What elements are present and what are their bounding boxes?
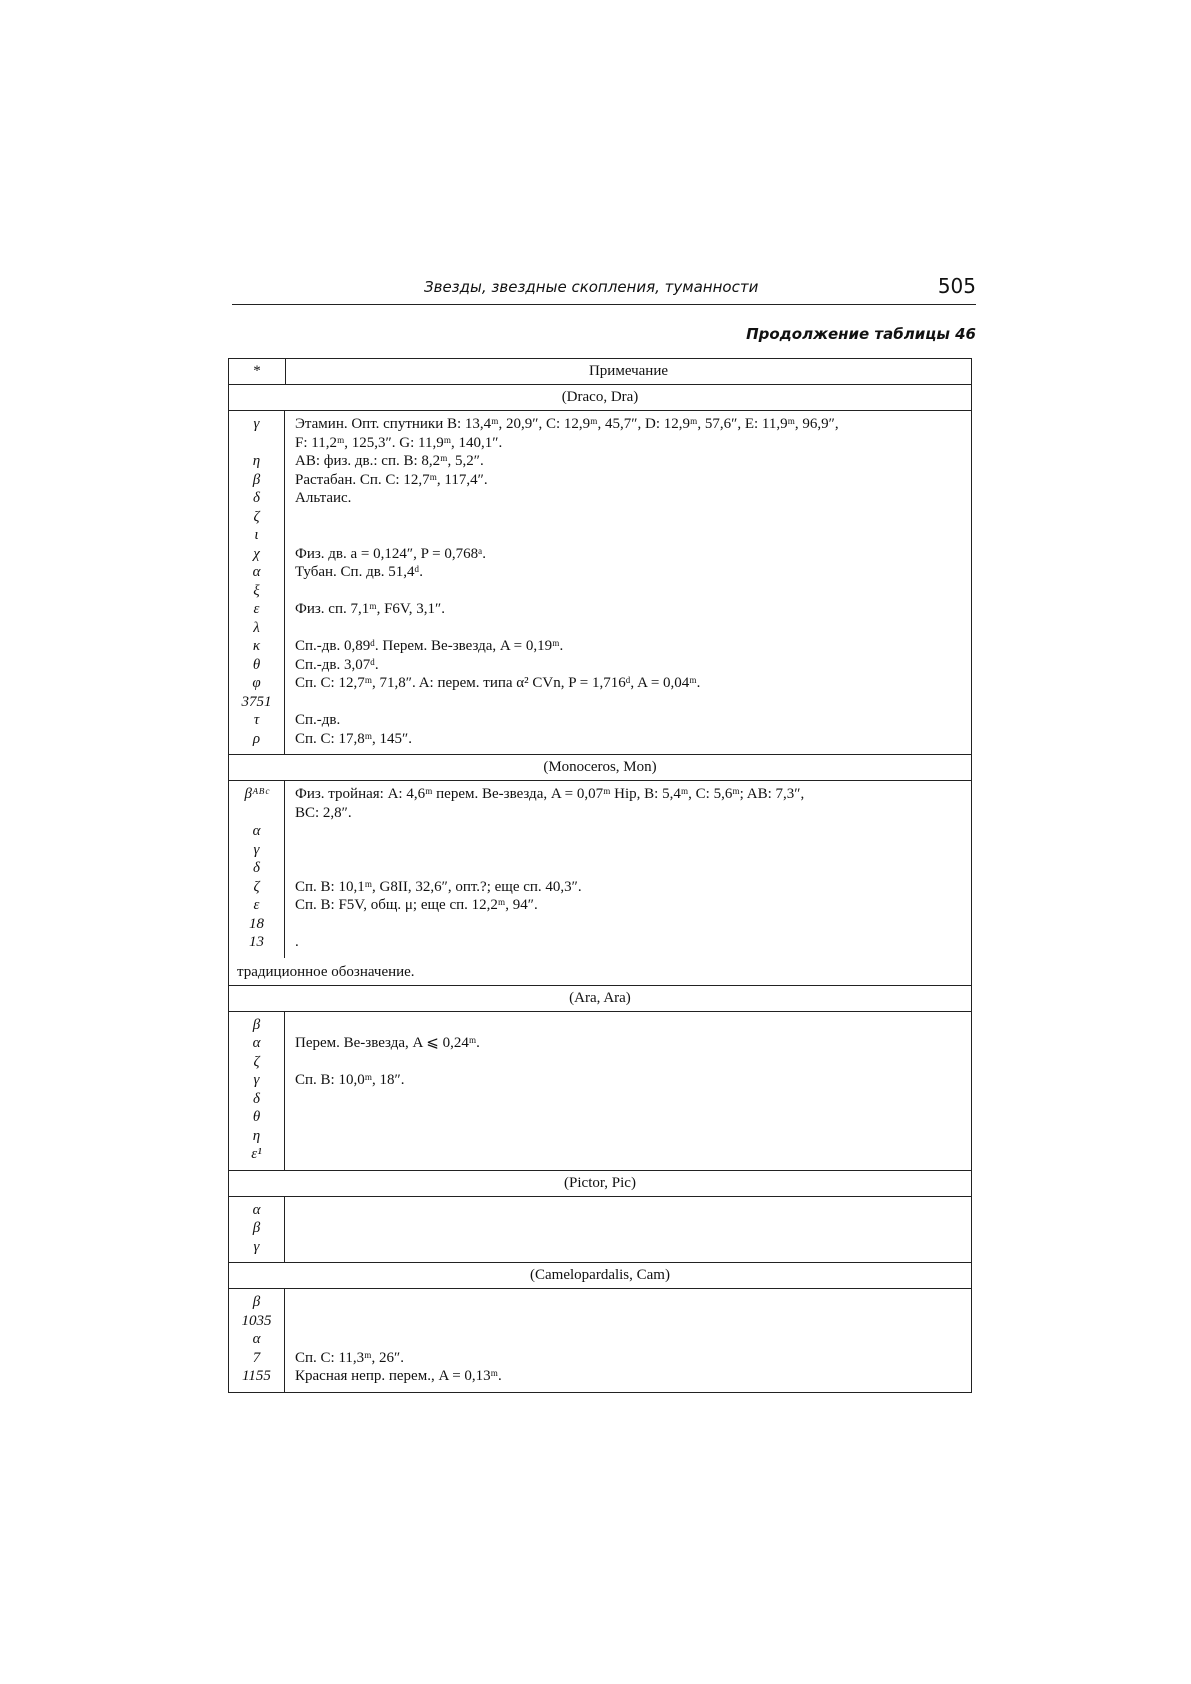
constellation-name: (Ara, Ara) xyxy=(569,989,631,1006)
star-note: Сп. B: F5V, общ. μ; еще сп. 12,2ᵐ, 94″. xyxy=(295,897,538,913)
star-symbol: ζ xyxy=(253,1053,260,1070)
star-symbol-spacer xyxy=(229,434,284,453)
star-note xyxy=(295,1330,965,1349)
constellation-name: (Camelopardalis, Cam) xyxy=(530,1267,670,1283)
star-note: Физ. тройная: A: 4,6ᵐ перем. Be-звезда, A = 0,07ᵐ Hip, B: 5,4ᵐ, C: 5,6ᵐ; AB: 7,3″, xyxy=(295,786,805,802)
section-header-row xyxy=(229,1170,971,1196)
star-note xyxy=(295,841,965,860)
star-symbol: γ xyxy=(253,1238,260,1255)
star-symbol: ε xyxy=(253,601,260,617)
star-symbol-column xyxy=(229,411,285,754)
star-note: Сп. B: 10,1ᵐ, G8II, 32,6″, опт.?; еще сп. 40,3″. xyxy=(295,878,582,895)
star-note xyxy=(295,1016,965,1035)
star-symbol: ε xyxy=(253,897,260,913)
star-note xyxy=(295,1127,965,1146)
notes-column xyxy=(285,781,971,958)
section-body xyxy=(229,1288,971,1392)
star-note: Сп.-дв. xyxy=(295,712,341,728)
star-note xyxy=(295,1201,965,1220)
star-symbol: β xyxy=(252,1016,261,1033)
star-symbol: 7 xyxy=(252,1349,261,1366)
star-note: . xyxy=(295,934,299,950)
star-note xyxy=(295,1312,965,1331)
star-notes-table xyxy=(228,358,972,1393)
star-note: Перем. Be-звезда, A ⩽ 0,24ᵐ. xyxy=(295,1035,480,1051)
star-note xyxy=(295,859,965,878)
star-symbol: ι xyxy=(254,527,259,543)
star-symbol: β xyxy=(252,471,261,488)
star-symbol: φ xyxy=(252,675,261,691)
star-symbol: 18 xyxy=(249,915,264,932)
star-note xyxy=(295,1293,965,1312)
star-symbol: α xyxy=(252,823,261,839)
star-symbol: κ xyxy=(252,638,261,654)
page-header xyxy=(232,272,976,305)
star-symbol-column xyxy=(229,1289,285,1392)
star-symbol: θ xyxy=(252,1109,261,1125)
section-body xyxy=(229,780,971,958)
star-note xyxy=(295,582,965,601)
star-note: AB: физ. дв.: сп. B: 8,2ᵐ, 5,2″. xyxy=(295,453,484,469)
star-note: Сп.-дв. 0,89ᵈ. Перем. Be-звезда, A = 0,19ᵐ. xyxy=(295,638,564,654)
star-note: Растабан. Сп. C: 12,7ᵐ, 117,4″. xyxy=(295,471,488,488)
star-note: Сп.-дв. 3,07ᵈ. xyxy=(295,656,379,673)
star-note xyxy=(295,1219,965,1238)
star-note xyxy=(295,1108,965,1127)
page-number: 505 xyxy=(937,274,976,298)
star-note xyxy=(295,1145,965,1164)
star-symbol: α xyxy=(252,1035,261,1051)
star-note: Сп. C: 12,7ᵐ, 71,8″. A: перем. типа α² CVn, P = 1,716ᵈ, A = 0,04ᵐ. xyxy=(295,675,701,691)
star-note xyxy=(295,1238,965,1257)
star-note xyxy=(295,1090,965,1109)
notes-column xyxy=(285,1289,971,1392)
star-note xyxy=(295,1053,965,1072)
star-note: Этамин. Опт. спутники B: 13,4ᵐ, 20,9″, C: 12,9ᵐ, 45,7″, D: 12,9ᵐ, 57,6″, E: 11,9ᵐ, 96,9″, xyxy=(295,416,839,432)
star-symbol: β xyxy=(252,1220,261,1236)
star-note xyxy=(295,915,965,934)
star-note-continuation: F: 11,2ᵐ, 125,3″. G: 11,9ᵐ, 140,1″. xyxy=(295,434,503,451)
constellation-name: (Draco, Dra) xyxy=(561,389,639,405)
star-symbol: 13 xyxy=(249,934,264,950)
star-symbol: βᴬᴮᶜ xyxy=(244,786,269,802)
running-title: Звезды, звездные скопления, туманности xyxy=(424,278,759,296)
footnote: традиционное обозначение. xyxy=(237,963,415,980)
section-header-row xyxy=(229,754,971,780)
star-symbol: δ xyxy=(253,490,260,506)
section-body xyxy=(229,1011,971,1170)
star-note xyxy=(295,822,965,841)
star-symbol: α xyxy=(252,1201,261,1218)
star-symbol-column xyxy=(229,781,285,958)
star-note: Тубан. Сп. дв. 51,4ᵈ. xyxy=(295,564,423,580)
star-symbol: γ xyxy=(253,416,260,432)
star-symbol: η xyxy=(252,453,261,469)
star-note xyxy=(295,526,965,545)
star-note: Сп. C: 17,8ᵐ, 145″. xyxy=(295,730,413,747)
star-symbol: δ xyxy=(253,1090,260,1107)
star-symbol: χ xyxy=(253,545,260,562)
star-symbol: 1155 xyxy=(242,1368,271,1384)
column-header-note: Примечание xyxy=(588,363,669,379)
star-note-continuation: BC: 2,8″. xyxy=(295,804,352,821)
section-header-row xyxy=(229,985,971,1011)
star-symbol: 3751 xyxy=(241,693,272,710)
star-symbol-spacer xyxy=(229,804,284,823)
star-symbol: ρ xyxy=(252,730,261,747)
star-symbol: θ xyxy=(252,656,261,673)
notes-column xyxy=(285,1197,971,1263)
star-symbol: ε¹ xyxy=(251,1146,262,1162)
star-symbol: α xyxy=(252,1331,261,1347)
star-symbol-column xyxy=(229,1197,285,1263)
star-symbol: τ xyxy=(253,712,260,728)
star-note: Альтаис. xyxy=(295,490,352,506)
constellation-name: (Monoceros, Mon) xyxy=(543,759,657,775)
star-note: Физ. сп. 7,1ᵐ, F6V, 3,1″. xyxy=(295,601,446,617)
section-header-row xyxy=(229,1262,971,1288)
star-note: Сп. B: 10,0ᵐ, 18″. xyxy=(295,1072,405,1088)
star-symbol: γ xyxy=(253,1072,260,1088)
section-header-row xyxy=(229,384,971,410)
table-header-row xyxy=(229,359,971,384)
constellation-name: (Pictor, Pic) xyxy=(564,1174,636,1191)
star-note: Красная непр. перем., A = 0,13ᵐ. xyxy=(295,1368,502,1384)
notes-column xyxy=(285,411,971,754)
star-symbol: λ xyxy=(253,619,260,636)
column-header-star: * xyxy=(229,359,286,384)
star-note xyxy=(295,693,965,712)
star-symbol: ζ xyxy=(253,878,260,895)
star-symbol-column xyxy=(229,1012,285,1170)
star-note: Физ. дв. a = 0,124″, P = 0,768ᵃ. xyxy=(295,545,486,562)
star-symbol: γ xyxy=(253,841,260,858)
star-symbol: β xyxy=(252,1294,261,1310)
star-note xyxy=(295,508,965,527)
star-symbol: α xyxy=(252,564,261,580)
section-body xyxy=(229,410,971,754)
star-symbol: η xyxy=(252,1127,261,1144)
notes-column xyxy=(285,1012,971,1170)
section-body xyxy=(229,1196,971,1263)
table-caption: Продолжение таблицы 46 xyxy=(746,325,976,343)
star-symbol: 1035 xyxy=(241,1312,272,1329)
star-symbol: ζ xyxy=(253,508,260,525)
star-note xyxy=(295,619,965,638)
star-note: Сп. C: 11,3ᵐ, 26″. xyxy=(295,1349,404,1366)
star-symbol: ξ xyxy=(253,582,260,599)
star-symbol: δ xyxy=(253,860,260,876)
